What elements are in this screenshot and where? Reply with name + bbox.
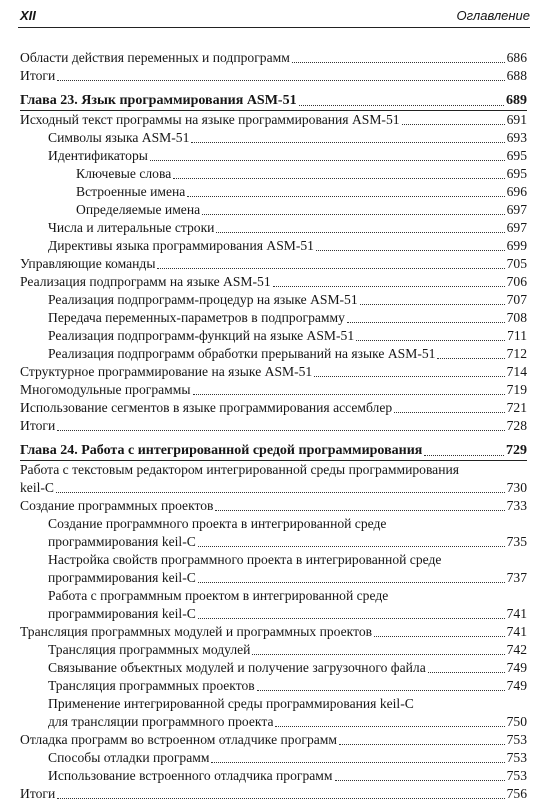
toc-entry-title-line: Настройка свойств программного проекта в интегрированной среде	[48, 552, 442, 567]
toc-entry-title: Создание программных проектов	[20, 498, 214, 513]
dot-leader	[57, 80, 504, 81]
toc-entry-page: 686	[506, 50, 527, 65]
chapter-page: 689	[506, 93, 527, 108]
toc-entry-title-line: Применение интегрированной среды программирования keil-C	[48, 696, 414, 711]
toc-entry-title-line: Работа с текстовым редактором интегрированной среды программирования	[20, 462, 460, 477]
toc-entry-page: 753	[506, 750, 527, 765]
toc-entry	[20, 749, 527, 767]
toc-entry-title: Структурное программирование на языке ASM-51	[20, 364, 313, 379]
toc-entry	[20, 165, 527, 183]
toc-entry-page: 735	[506, 534, 527, 549]
toc-entry	[20, 677, 527, 695]
chapter-heading	[20, 92, 527, 110]
toc-entry-title: Использование сегментов в языке программирования ассемблер	[20, 400, 393, 415]
toc-entry-title-line: Работа с программным проектом в интегрированной среде	[48, 588, 389, 603]
dot-leader	[150, 160, 505, 161]
dot-leader	[257, 690, 505, 691]
toc-entry-page: 737	[506, 570, 527, 585]
toc-entry	[20, 515, 527, 551]
toc-entry-title-line: Создание программного проекта в интегрированной среде	[48, 516, 387, 531]
chapter-title: Глава 24. Работа с интегрированной средой программирования	[20, 443, 423, 458]
toc-entry-title: Трансляция программных модулей и программных проектов	[20, 624, 373, 639]
toc-entry-title-line: программирования keil-C	[48, 534, 196, 549]
toc-entry-page: 730	[506, 480, 527, 495]
toc-entry	[20, 497, 527, 515]
dot-leader	[374, 636, 505, 637]
chapter-heading	[20, 442, 527, 460]
toc-entry-page: 705	[506, 256, 527, 271]
dot-leader	[216, 232, 504, 233]
toc-entry-title: Передача переменных-параметров в подпрограмму	[48, 310, 345, 325]
toc-section	[20, 49, 527, 85]
toc-entry-page: 753	[506, 768, 527, 783]
toc-entry-title: Встроенные имена	[76, 184, 186, 199]
toc-entry-title: Директивы языка программирования ASM-51	[48, 238, 314, 253]
toc-entry-title-line: программирования keil-C	[48, 570, 196, 585]
dot-leader	[198, 618, 505, 619]
toc-entry-page: 691	[506, 112, 527, 127]
dot-leader	[215, 510, 504, 511]
toc-entry-title: Итоги	[20, 418, 56, 433]
toc-entry-title: Отладка программ во встроенном отладчике программ	[20, 732, 337, 747]
dot-leader	[402, 124, 505, 125]
dot-leader	[347, 322, 505, 323]
toc-entry	[20, 641, 527, 659]
toc-entry	[20, 399, 527, 417]
dot-leader	[437, 358, 504, 359]
dot-leader	[273, 286, 505, 287]
toc-entry-page: 749	[506, 660, 527, 675]
toc-entry	[20, 201, 527, 219]
toc-entry-title: Реализация подпрограмм-процедур на языке ASM-51	[48, 292, 358, 307]
toc-entry-page: 697	[506, 220, 527, 235]
toc-entry	[20, 460, 527, 497]
toc-entry-page: 721	[506, 400, 527, 415]
dot-leader	[57, 798, 504, 799]
dot-leader	[299, 105, 504, 106]
toc-entry-page: 728	[506, 418, 527, 433]
dot-leader	[187, 196, 504, 197]
toc-entry-page: 695	[506, 166, 527, 181]
dot-leader	[339, 744, 505, 745]
toc-entry-page: 696	[506, 184, 527, 199]
toc-entry-title: Идентификаторы	[48, 148, 148, 163]
toc-entry	[20, 659, 527, 677]
toc-entry-title: Трансляция программных модулей	[48, 642, 251, 657]
toc-section	[20, 92, 527, 435]
dot-leader	[173, 178, 504, 179]
toc-entry-last-line	[48, 713, 527, 731]
toc-entry-title: Реализация подпрограмм на языке ASM-51	[20, 274, 271, 289]
toc-entry	[20, 345, 527, 363]
toc-entry	[20, 291, 527, 309]
toc-entry-title: Многомодульные программы	[20, 382, 191, 397]
toc-entry-title-line: keil-C	[20, 480, 54, 495]
toc-entry-title: Реализация подпрограмм обработки прерываний на языке ASM-51	[48, 346, 436, 361]
toc-entry	[20, 381, 527, 399]
dot-leader	[198, 582, 505, 583]
toc-entry-page: 733	[506, 498, 527, 513]
toc-entry-page: 695	[506, 148, 527, 163]
toc-entry-title-line: для трансляции программного проекта	[48, 714, 274, 729]
toc-entry	[20, 731, 527, 749]
toc-entry-title-line: программирования keil-C	[48, 606, 196, 621]
chapter-page: 729	[506, 443, 527, 458]
dot-leader	[360, 304, 505, 305]
toc-entry-page: 756	[506, 786, 527, 801]
table-of-contents	[20, 49, 527, 810]
toc-entry-last-line	[48, 605, 527, 623]
toc-entry	[20, 363, 527, 381]
toc-entry	[20, 327, 527, 345]
toc-entry	[20, 49, 527, 67]
dot-leader	[292, 62, 505, 63]
toc-entry	[20, 767, 527, 785]
header-rule	[18, 27, 530, 28]
dot-leader	[193, 394, 505, 395]
toc-entry-title: Исходный текст программы на языке программирования ASM-51	[20, 112, 400, 127]
toc-entry	[20, 417, 527, 435]
toc-entry	[20, 309, 527, 327]
toc-entry-title: Реализация подпрограмм-функций на языке ASM-51	[48, 328, 355, 343]
toc-entry-page: 741	[506, 606, 527, 621]
toc-entry	[20, 255, 527, 273]
toc-entry-page: 699	[506, 238, 527, 253]
toc-entry-page: 712	[506, 346, 527, 361]
toc-entry	[20, 129, 527, 147]
toc-entry-page: 711	[507, 328, 527, 343]
toc-entry-page: 753	[506, 732, 527, 747]
toc-entry-page: 688	[506, 68, 527, 83]
toc-entry-last-line	[48, 569, 527, 587]
dot-leader	[424, 455, 504, 456]
toc-entry-title: Числа и литеральные строки	[48, 220, 215, 235]
toc-entry	[20, 273, 527, 291]
toc-entry-page: 707	[506, 292, 527, 307]
toc-entry-title: Использование встроенного отладчика программ	[48, 768, 333, 783]
toc-entry-title: Итоги	[20, 786, 56, 801]
dot-leader	[356, 340, 505, 341]
dot-leader	[314, 376, 504, 377]
toc-entry-title: Итоги	[20, 68, 56, 83]
toc-entry-last-line	[20, 479, 527, 497]
dot-leader	[316, 250, 505, 251]
toc-entry	[20, 183, 527, 201]
dot-leader	[191, 142, 504, 143]
toc-entry-page: 749	[506, 678, 527, 693]
dot-leader	[275, 726, 504, 727]
toc-entry-title: Определяемые имена	[76, 202, 201, 217]
toc-entry-title: Способы отладки программ	[48, 750, 210, 765]
toc-entry	[20, 219, 527, 237]
toc-entry	[20, 695, 527, 731]
toc-entry-page: 714	[506, 364, 527, 379]
toc-entry	[20, 785, 527, 803]
toc-entry-title: Ключевые слова	[76, 166, 172, 181]
toc-entry-title: Области действия переменных и подпрограмм	[20, 50, 290, 65]
toc-entry-last-line	[48, 533, 527, 551]
toc-entry	[20, 551, 527, 587]
toc-entry	[20, 147, 527, 165]
chapter-title: Глава 23. Язык программирования ASM-51	[20, 93, 297, 108]
dot-leader	[202, 214, 504, 215]
toc-entry	[20, 237, 527, 255]
toc-entry-page: 719	[506, 382, 527, 397]
toc-entry-page: 697	[506, 202, 527, 217]
toc-entry	[20, 67, 527, 85]
toc-entry-page: 708	[506, 310, 527, 325]
toc-entry-title: Управляющие команды	[20, 256, 156, 271]
toc-entry-page: 742	[506, 642, 527, 657]
dot-leader	[157, 268, 504, 269]
toc-section	[20, 442, 527, 803]
toc-entry-page: 741	[506, 624, 527, 639]
toc-entry	[20, 110, 527, 129]
toc-entry-title: Символы языка ASM-51	[48, 130, 190, 145]
page-number: XII	[20, 8, 36, 23]
page-header	[18, 6, 530, 26]
dot-leader	[198, 546, 505, 547]
dot-leader	[57, 430, 504, 431]
toc-entry	[20, 587, 527, 623]
running-title: Оглавление	[456, 8, 530, 23]
dot-leader	[335, 780, 505, 781]
toc-entry-page: 706	[506, 274, 527, 289]
toc-entry-title: Связывание объектных модулей и получение загрузочного файла	[48, 660, 426, 675]
toc-entry-page: 750	[506, 714, 527, 729]
toc-entry-page: 693	[506, 130, 527, 145]
dot-leader	[394, 412, 504, 413]
dot-leader	[428, 672, 505, 673]
dot-leader	[56, 492, 505, 493]
dot-leader	[211, 762, 504, 763]
toc-entry-title: Трансляция программных проектов	[48, 678, 255, 693]
toc-entry	[20, 623, 527, 641]
dot-leader	[252, 654, 504, 655]
